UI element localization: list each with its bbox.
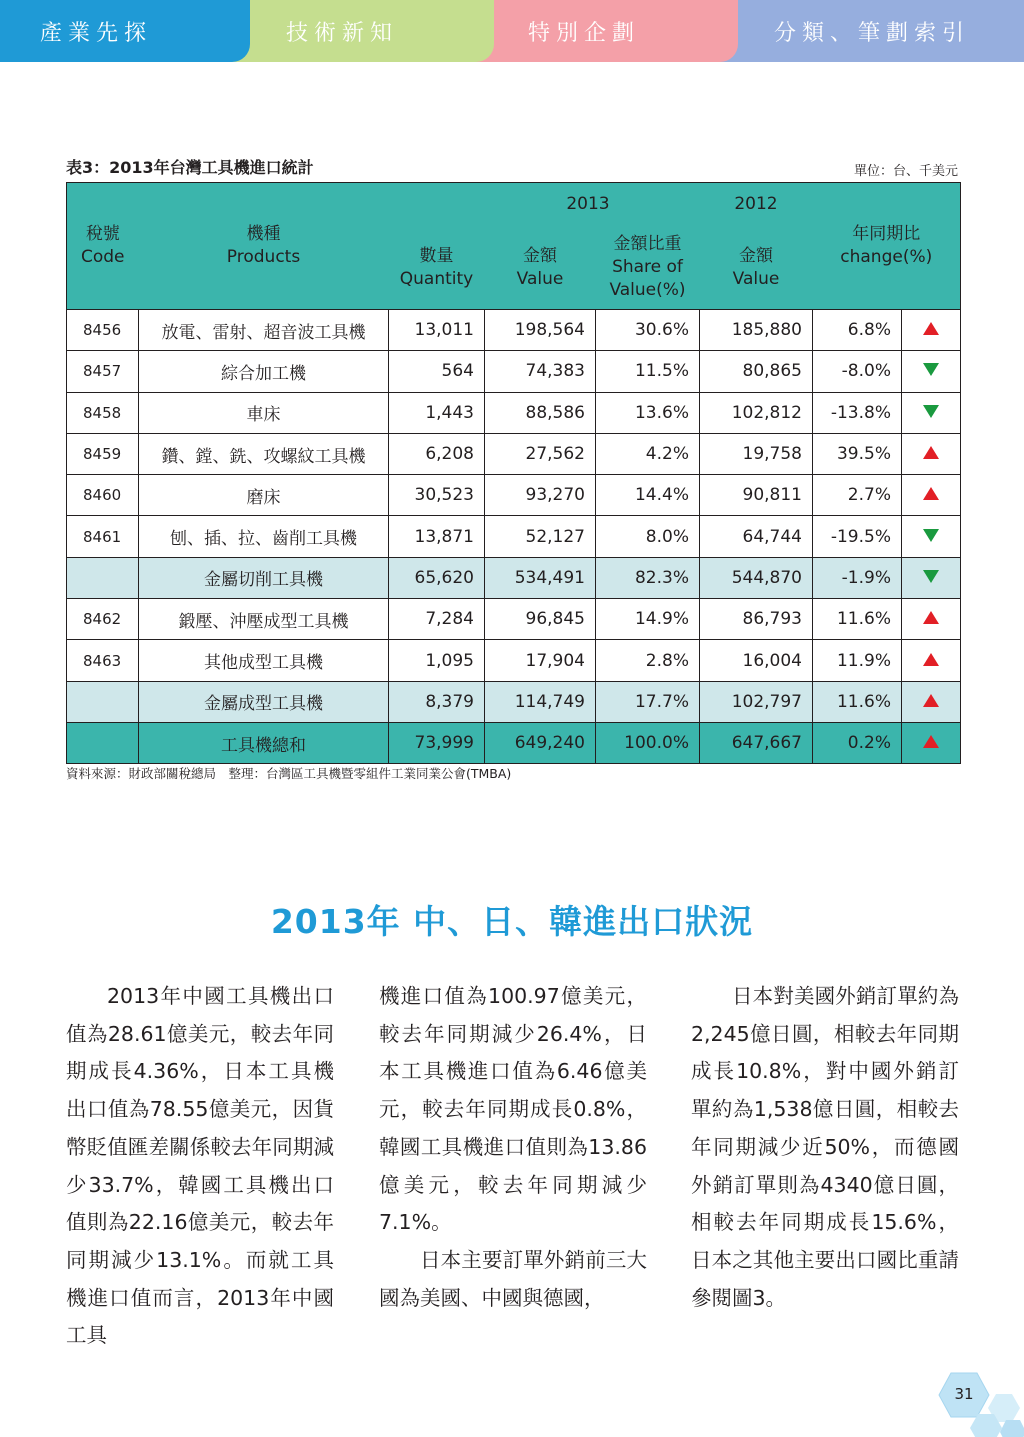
share-cell: 14.9% xyxy=(596,599,700,640)
header-value12-zh: 金額 xyxy=(739,246,773,266)
header-qty-zh: 數量 xyxy=(419,246,454,266)
value-2013-cell: 534,491 xyxy=(485,557,596,598)
share-cell: 8.0% xyxy=(596,516,700,557)
table-caption: 表3：2013年台灣工具機進口統計 xyxy=(66,158,314,177)
trend-cell xyxy=(902,557,961,598)
share-cell: 82.3% xyxy=(596,557,700,598)
value-2012-cell: 19,758 xyxy=(700,433,813,474)
triangle-up-icon xyxy=(923,694,939,707)
product-cell: 鍛壓、沖壓成型工具機 xyxy=(139,599,389,640)
triangle-down-icon xyxy=(923,363,939,376)
code-cell: 8459 xyxy=(67,433,139,474)
trend-cell xyxy=(902,351,961,392)
product-cell: 磨床 xyxy=(139,475,389,516)
triangle-down-icon xyxy=(923,570,939,583)
header-value12-en: Value xyxy=(732,269,780,289)
triangle-up-icon xyxy=(923,446,939,459)
header-share xyxy=(596,183,700,310)
table-row xyxy=(67,475,961,516)
triangle-down-icon xyxy=(923,529,939,542)
table-row xyxy=(67,722,961,763)
code-cell xyxy=(67,681,139,722)
tab-label: 產業先探 xyxy=(40,20,153,46)
paragraph: 機進口值為100.97億美元，較去年同期減少26.4%，日本工具機進口值為6.46億美元，較去年同期成長0.8%，韓國工具機進口值則為13.86億美元，較去年同期減少7.1%。 xyxy=(379,984,647,1235)
product-cell: 放電、雷射、超音波工具機 xyxy=(139,310,389,351)
change-cell: 11.6% xyxy=(813,599,902,640)
table-row xyxy=(67,640,961,681)
value-2012-cell: 86,793 xyxy=(700,599,813,640)
quantity-cell: 564 xyxy=(389,351,485,392)
quantity-cell: 1,095 xyxy=(389,640,485,681)
value-2012-cell: 64,744 xyxy=(700,516,813,557)
table-body xyxy=(67,310,961,764)
change-cell: -19.5% xyxy=(813,516,902,557)
share-cell: 13.6% xyxy=(596,392,700,433)
code-cell xyxy=(67,722,139,763)
decorative-hexagons-icon xyxy=(960,1392,1024,1437)
header-value-zh: 金額 xyxy=(523,246,557,266)
tab-index[interactable] xyxy=(706,0,1024,62)
value-2012-cell: 544,870 xyxy=(700,557,813,598)
header-year-2013: 2013 xyxy=(566,194,610,214)
tab-label: 特別企劃 xyxy=(528,20,641,46)
share-cell: 17.7% xyxy=(596,681,700,722)
header-product xyxy=(139,183,389,310)
header-value-2013 xyxy=(485,183,610,310)
quantity-cell: 13,011 xyxy=(389,310,485,351)
trend-cell xyxy=(902,475,961,516)
trend-cell xyxy=(902,433,961,474)
trend-cell xyxy=(902,516,961,557)
tab-special-feature[interactable] xyxy=(462,0,738,62)
header-change-zh: 年同期比 xyxy=(852,224,921,244)
table-row xyxy=(67,433,961,474)
value-2012-cell: 16,004 xyxy=(700,640,813,681)
share-cell: 4.2% xyxy=(596,433,700,474)
share-cell: 11.5% xyxy=(596,351,700,392)
code-cell: 8463 xyxy=(67,640,139,681)
header-share-en2: Value(%) xyxy=(609,280,686,300)
trend-cell xyxy=(902,722,961,763)
paragraph: 日本對美國外銷訂單約為2,245億日圓，相較去年同期成長10.8%，對中國外銷訂單約為1,538億日圓，相較去年同期減少近50%，而德國外銷訂單則為4340億日圓，相較去年同期成長15.6%，日本之其他主要出口國比重請參閱圖3。 xyxy=(691,984,959,1310)
trend-cell xyxy=(902,310,961,351)
table-row xyxy=(67,516,961,557)
triangle-up-icon xyxy=(923,487,939,500)
header-product-zh: 機種 xyxy=(246,224,281,244)
tab-label: 技術新知 xyxy=(286,20,399,46)
quantity-cell: 65,620 xyxy=(389,557,485,598)
value-2013-cell: 17,904 xyxy=(485,640,596,681)
table-row xyxy=(67,351,961,392)
table-row xyxy=(67,310,961,351)
value-2013-cell: 93,270 xyxy=(485,475,596,516)
product-cell: 工具機總和 xyxy=(139,722,389,763)
change-cell: 11.9% xyxy=(813,640,902,681)
share-cell: 100.0% xyxy=(596,722,700,763)
product-cell: 車床 xyxy=(139,392,389,433)
code-cell: 8462 xyxy=(67,599,139,640)
change-cell: 11.6% xyxy=(813,681,902,722)
value-2013-cell: 649,240 xyxy=(485,722,596,763)
change-cell: -13.8% xyxy=(813,392,902,433)
quantity-cell: 7,284 xyxy=(389,599,485,640)
body-column-3 xyxy=(691,978,959,1317)
product-cell: 刨、插、拉、齒削工具機 xyxy=(139,516,389,557)
header-value-en: Value xyxy=(516,269,564,289)
table-row xyxy=(67,557,961,598)
value-2013-cell: 198,564 xyxy=(485,310,596,351)
change-cell: 0.2% xyxy=(813,722,902,763)
paragraph: 日本主要訂單外銷前三大國為美國、中國與德國， xyxy=(379,1247,647,1310)
trend-cell xyxy=(902,640,961,681)
top-navigation xyxy=(0,0,1024,62)
share-cell: 30.6% xyxy=(596,310,700,351)
change-cell: 39.5% xyxy=(813,433,902,474)
change-cell: -8.0% xyxy=(813,351,902,392)
triangle-down-icon xyxy=(923,405,939,418)
trend-cell xyxy=(902,599,961,640)
value-2012-cell: 102,812 xyxy=(700,392,813,433)
value-2012-cell: 80,865 xyxy=(700,351,813,392)
triangle-up-icon xyxy=(923,611,939,624)
header-code-zh: 稅號 xyxy=(85,224,120,244)
trend-cell xyxy=(902,681,961,722)
value-2013-cell: 74,383 xyxy=(485,351,596,392)
table-row xyxy=(67,392,961,433)
value-2012-cell: 90,811 xyxy=(700,475,813,516)
share-cell: 14.4% xyxy=(596,475,700,516)
value-2013-cell: 52,127 xyxy=(485,516,596,557)
header-year-2012: 2012 xyxy=(734,194,778,214)
value-2013-cell: 88,586 xyxy=(485,392,596,433)
triangle-up-icon xyxy=(923,322,939,335)
share-cell: 2.8% xyxy=(596,640,700,681)
header-code xyxy=(67,183,139,310)
code-cell: 8456 xyxy=(67,310,139,351)
header-change xyxy=(813,183,961,310)
paragraph: 2013年中國工具機出口值為28.61億美元，較去年同期成長4.36%，日本工具機出口值為78.55億美元，因貨幣貶值匯差關係較去年同期減少33.7%，韓國工具機出口值則為22.16億美元，較去年同期減少13.1%。而就工具機進口值而言，2013年中國工具 xyxy=(66,984,334,1348)
value-2013-cell: 114,749 xyxy=(485,681,596,722)
change-cell: -1.9% xyxy=(813,557,902,598)
header-change-en: change(%) xyxy=(840,247,933,267)
product-cell: 鑽、鏜、銑、攻螺紋工具機 xyxy=(139,433,389,474)
triangle-up-icon xyxy=(923,653,939,666)
tab-industry[interactable] xyxy=(0,0,250,62)
header-share-en1: Share of xyxy=(612,257,683,277)
section-heading: 2013年 中、日、韓進出口狀況 xyxy=(270,902,754,941)
header-value-2012 xyxy=(700,183,813,310)
value-2012-cell: 102,797 xyxy=(700,681,813,722)
value-2013-cell: 27,562 xyxy=(485,433,596,474)
table-unit: 單位：台、千美元 xyxy=(853,164,958,179)
code-cell xyxy=(67,557,139,598)
table-row xyxy=(67,599,961,640)
code-cell: 8458 xyxy=(67,392,139,433)
import-statistics-table xyxy=(66,182,961,764)
value-2012-cell: 647,667 xyxy=(700,722,813,763)
header-code-en: Code xyxy=(80,247,125,267)
quantity-cell: 1,443 xyxy=(389,392,485,433)
header-quantity xyxy=(389,183,485,310)
quantity-cell: 13,871 xyxy=(389,516,485,557)
code-cell: 8461 xyxy=(67,516,139,557)
change-cell: 2.7% xyxy=(813,475,902,516)
code-cell: 8457 xyxy=(67,351,139,392)
body-column-2 xyxy=(379,978,647,1317)
trend-cell xyxy=(902,392,961,433)
code-cell: 8460 xyxy=(67,475,139,516)
quantity-cell: 30,523 xyxy=(389,475,485,516)
table-source-note: 資料來源：財政部關稅總局 整理：台灣區工具機暨零組件工業同業公會(TMBA) xyxy=(66,766,512,781)
header-product-en: Products xyxy=(226,247,301,267)
quantity-cell: 6,208 xyxy=(389,433,485,474)
header-qty-en: Quantity xyxy=(399,269,474,289)
change-cell: 6.8% xyxy=(813,310,902,351)
tab-label: 分類、筆劃索引 xyxy=(774,20,971,46)
tab-technology[interactable] xyxy=(218,0,494,62)
header-share-zh: 金額比重 xyxy=(613,234,682,254)
triangle-up-icon xyxy=(923,735,939,748)
product-cell: 其他成型工具機 xyxy=(139,640,389,681)
value-2012-cell: 185,880 xyxy=(700,310,813,351)
body-column-1 xyxy=(66,978,334,1355)
quantity-cell: 8,379 xyxy=(389,681,485,722)
table-row xyxy=(67,681,961,722)
value-2013-cell: 96,845 xyxy=(485,599,596,640)
product-cell: 金屬成型工具機 xyxy=(139,681,389,722)
product-cell: 金屬切削工具機 xyxy=(139,557,389,598)
quantity-cell: 73,999 xyxy=(389,722,485,763)
page-number: 31 xyxy=(954,1385,974,1403)
product-cell: 綜合加工機 xyxy=(139,351,389,392)
